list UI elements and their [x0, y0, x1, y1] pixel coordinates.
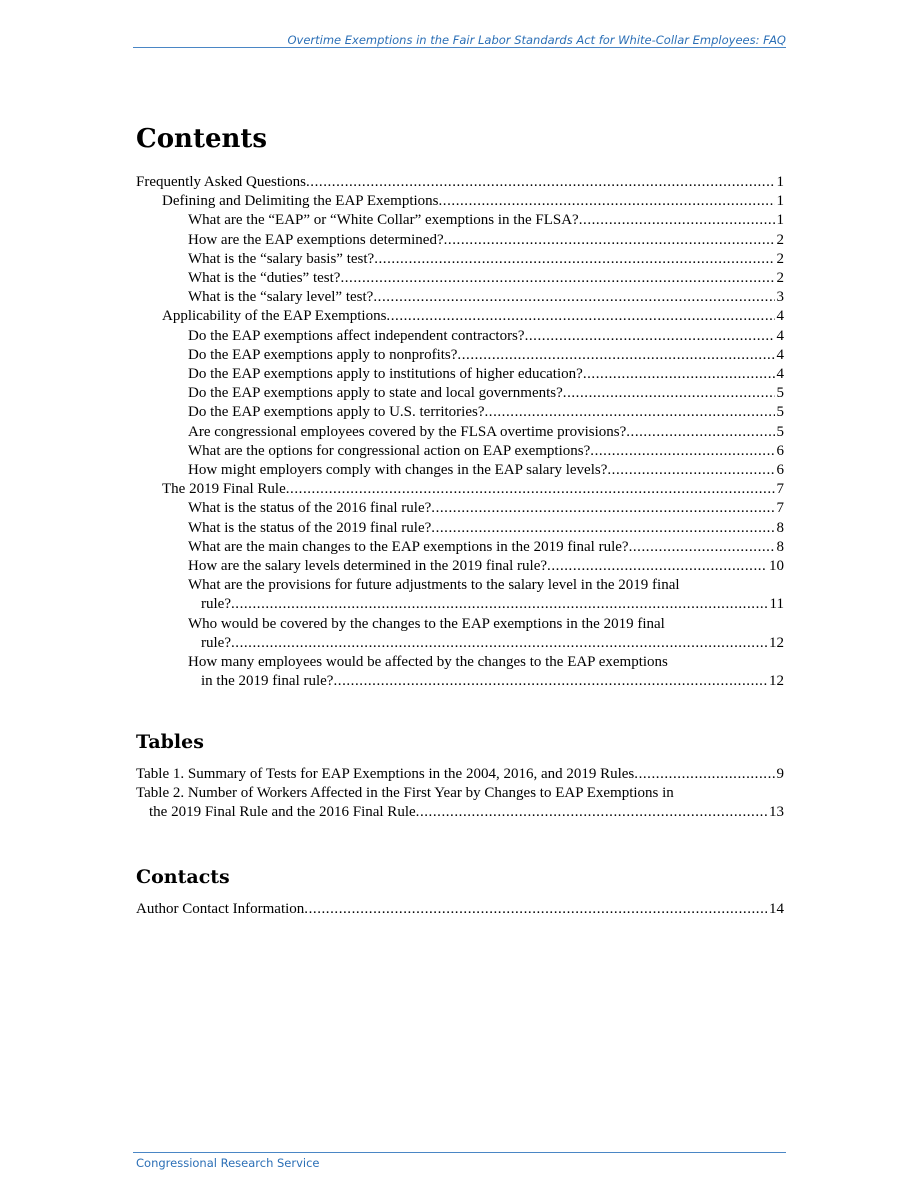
- toc-entry[interactable]: Applicability of the EAP Exemptions . . . 4: [136, 307, 784, 326]
- toc-entry-line: How many employees would be affected by the changes to the EAP exemptions: [188, 654, 668, 671]
- toc-entry[interactable]: What is the “salary level” test? . . . 3: [136, 288, 784, 307]
- header-rule: [133, 47, 786, 48]
- toc-entry[interactable]: What are the “EAP” or “White Collar” exemptions in the FLSA? . . . 1: [136, 211, 784, 230]
- toc-entry[interactable]: What is the “duties” test? . . . 2: [136, 269, 784, 288]
- running-header: Overtime Exemptions in the Fair Labor Standards Act for White-Collar Employees: FAQ: [287, 33, 786, 47]
- toc-entry[interactable]: What is the “salary basis” test? . . . 2: [136, 250, 784, 269]
- table-entry-multiline[interactable]: Table 2. Number of Workers Affected in the First Year by Changes to EAP Exemptions in the 2019 Final Rule and the 2016 Final Rule . . . 13: [136, 784, 784, 822]
- toc-entry[interactable]: What are the main changes to the EAP exemptions in the 2019 final rule? . . . 8: [136, 538, 784, 557]
- toc-entry[interactable]: How are the EAP exemptions determined? . . . 2: [136, 231, 784, 250]
- contacts-heading: Contacts: [136, 866, 230, 888]
- toc-entry[interactable]: Do the EAP exemptions apply to institutions of higher education? . . . 4: [136, 365, 784, 384]
- toc-entry[interactable]: Frequently Asked Questions . . . 1: [136, 173, 784, 192]
- contents-heading: Contents: [136, 124, 268, 154]
- toc-entry[interactable]: Do the EAP exemptions apply to nonprofits? . . . 4: [136, 346, 784, 365]
- toc-entry-multiline[interactable]: How many employees would be affected by the changes to the EAP exemptions in the 2019 final rule? . . . 12: [136, 653, 784, 691]
- toc-entry[interactable]: What are the options for congressional action on EAP exemptions? . . . 6: [136, 442, 784, 461]
- table-entry[interactable]: Table 1. Summary of Tests for EAP Exemptions in the 2004, 2016, and 2019 Rules . . . 9: [136, 765, 784, 784]
- toc-entry-line: Who would be covered by the changes to the EAP exemptions in the 2019 final: [188, 615, 665, 632]
- toc-entry-line: What are the provisions for future adjustments to the salary level in the 2019 final: [188, 577, 680, 594]
- table-entry-line: Table 2. Number of Workers Affected in the First Year by Changes to EAP Exemptions in: [136, 785, 674, 802]
- contents-list: [136, 173, 784, 691]
- toc-entry[interactable]: Do the EAP exemptions affect independent contractors? . . . 4: [136, 327, 784, 346]
- toc-entry-multiline[interactable]: What are the provisions for future adjustments to the salary level in the 2019 final rule? . . . 11: [136, 576, 784, 614]
- toc-entry[interactable]: The 2019 Final Rule . . . 7: [136, 480, 784, 499]
- toc-entry[interactable]: How might employers comply with changes in the EAP salary levels? . . . 6: [136, 461, 784, 480]
- tables-heading: Tables: [136, 731, 204, 753]
- toc-entry[interactable]: Do the EAP exemptions apply to U.S. territories? . . . 5: [136, 403, 784, 422]
- toc-entry-multiline[interactable]: Who would be covered by the changes to the EAP exemptions in the 2019 final rule? . . . 12: [136, 615, 784, 653]
- toc-entry[interactable]: How are the salary levels determined in the 2019 final rule? . . . 10: [136, 557, 784, 576]
- toc-entry[interactable]: Are congressional employees covered by the FLSA overtime provisions? . . . 5: [136, 423, 784, 442]
- footer-rule: [133, 1152, 786, 1153]
- tables-list: [136, 765, 784, 823]
- toc-entry[interactable]: Do the EAP exemptions apply to state and local governments? . . . 5: [136, 384, 784, 403]
- toc-entry[interactable]: Defining and Delimiting the EAP Exemptions . . . 1: [136, 192, 784, 211]
- contacts-list: [136, 900, 784, 919]
- footer-source: Congressional Research Service: [136, 1156, 320, 1170]
- contact-entry[interactable]: Author Contact Information . . . 14: [136, 900, 784, 919]
- toc-entry[interactable]: What is the status of the 2016 final rule? . . . 7: [136, 499, 784, 518]
- toc-entry[interactable]: What is the status of the 2019 final rule? . . . 8: [136, 519, 784, 538]
